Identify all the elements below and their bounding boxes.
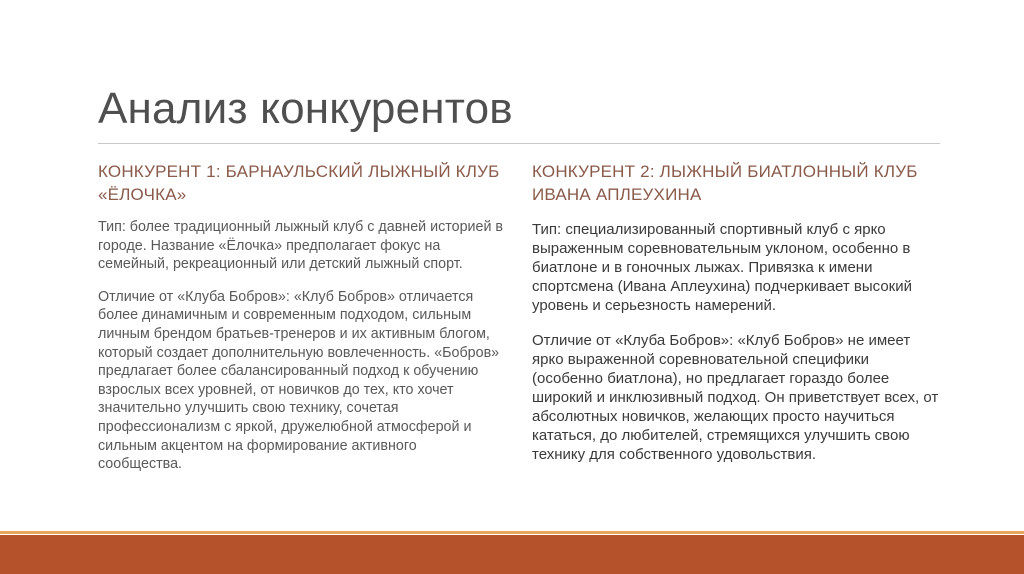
competitor-2-difference-text: Отличие от «Клуба Бобров»: «Клуб Бобров» не имеет ярко выраженной соревновательной специфики (особенно биатлона), но предлагает гораздо более широкий и инклюзивный подход. Он приветствует всех, от абсолютных новичков, желающих просто научиться кататься, до любителей, стремящихся улучшить свою технику для собственного удовольствия. bbox=[532, 332, 939, 463]
competitor-2-column bbox=[532, 160, 944, 480]
title-divider bbox=[98, 143, 940, 144]
competitor-1-type-text: Тип: более традиционный лыжный клуб с давней историей в городе. Название «Ёлочка» предполагает фокус на семейный, рекреационный или детский лыжный спорт. bbox=[98, 219, 504, 273]
competitor-2-type-text: Тип: специализированный спортивный клуб с ярко выраженным соревновательным уклоном, особенно в биатлоне и в гоночных лыжах. Привязка к имени спортсмена (Ивана Аплеухина) подчеркивает высокий уровень и серьезность намерений. bbox=[532, 221, 912, 314]
footer-band bbox=[0, 535, 1024, 574]
competitor-1-column bbox=[98, 160, 504, 488]
competitor-1-heading: КОНКУРЕНТ 1: БАРНАУЛЬСКИЙ ЛЫЖНЫЙ КЛУБ «ЁЛОЧКА» bbox=[98, 162, 500, 204]
competitor-1-difference-text: Отличие от «Клуба Бобров»: «Клуб Бобров» отличается более динамичным и современным подходом, сильным личным брендом братьев-тренеров и их активным блогом, который создает дополнительную вовлеченность. «Бобров» предлагает более сбалансированный подход к обучению взрослых всех уровней, от новичков до тех, кто хочет значительно улучшить свою технику, сочетая профессионализм с яркой, дружелюбной атмосферой и сильным акцентом на формирование активного сообщества. bbox=[98, 288, 500, 473]
competitor-2-heading: КОНКУРЕНТ 2: ЛЫЖНЫЙ БИАТЛОННЫЙ КЛУБ ИВАНА АПЛЕУХИНА bbox=[532, 162, 918, 204]
slide-title: Анализ конкурентов bbox=[98, 84, 513, 133]
